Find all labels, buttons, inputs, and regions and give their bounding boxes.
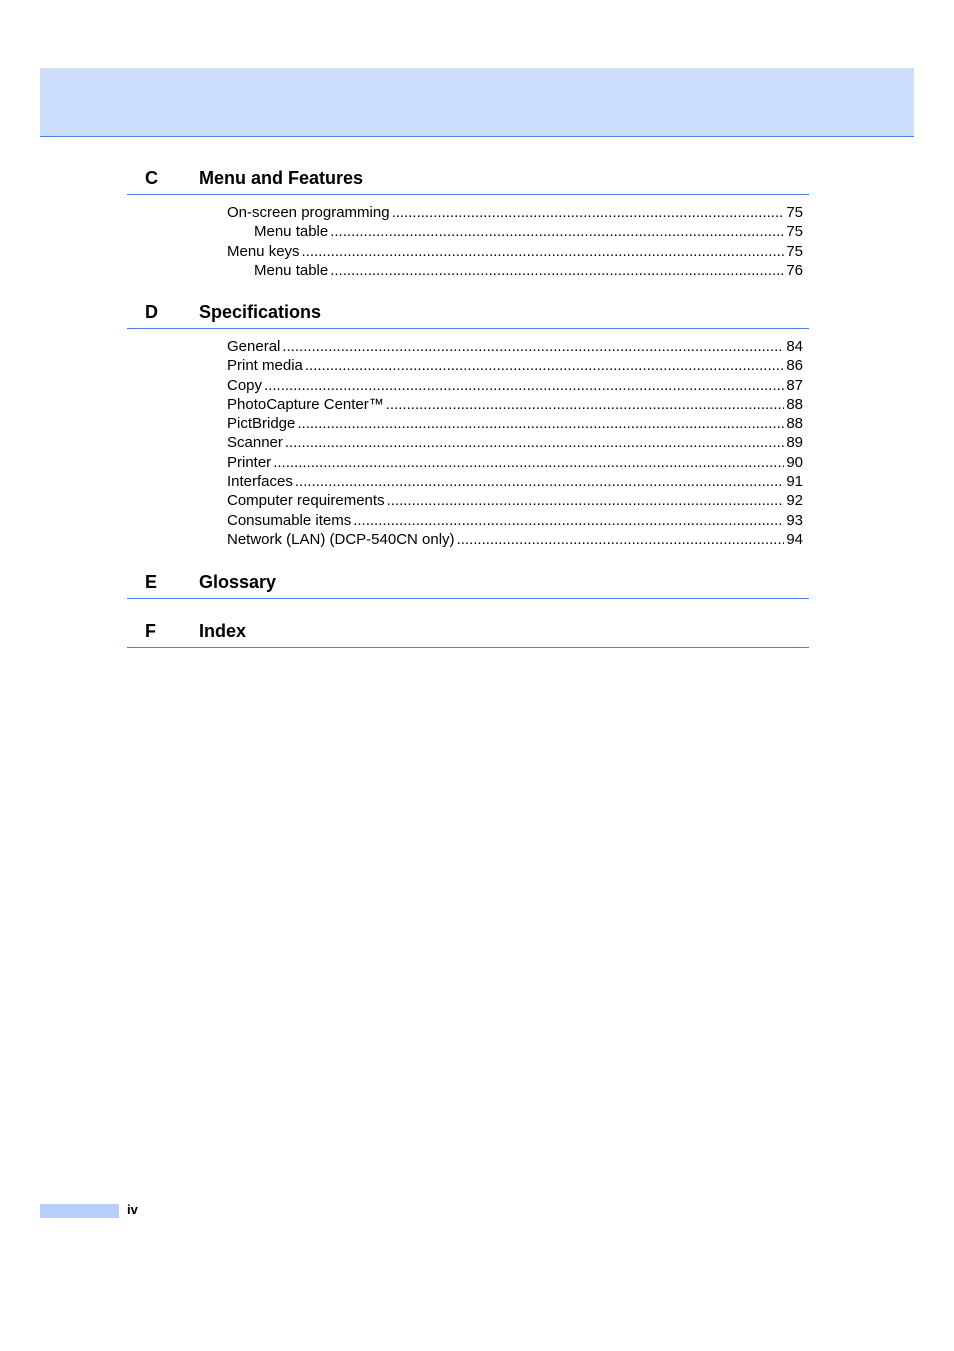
section-heading[interactable] [127,621,809,648]
section-title: Specifications [199,302,322,322]
toc-entry[interactable] [227,434,803,453]
toc-entry-label: Copy [227,376,263,394]
toc-entry-label: Menu table [254,261,329,279]
toc-entry[interactable] [227,204,803,223]
toc-entry-page: 86 [786,357,803,375]
toc-entry-page: 76 [786,261,803,279]
toc-entry-label: Menu keys [227,242,300,260]
toc-entry-label: Scanner [227,434,283,452]
dot-leader [330,262,784,279]
toc-entry-page: 92 [786,492,803,510]
dot-leader [302,243,785,260]
toc-entry[interactable] [227,377,803,396]
toc-entry[interactable] [227,338,803,357]
toc-entry-page: 87 [786,376,803,394]
header-band [40,68,914,137]
dot-leader [330,223,784,240]
dot-leader [386,396,785,413]
toc-entries [127,204,809,281]
dot-leader [285,434,784,451]
toc-entry-label: Network (LAN) (DCP-540CN only) [227,530,455,548]
toc-entry-label: PhotoCapture Center™ [227,395,384,413]
toc-entry-page: 75 [786,242,803,260]
toc-entry[interactable] [227,492,803,511]
toc-entry-page: 89 [786,434,803,452]
toc-entry[interactable] [227,243,803,262]
dot-leader [353,512,784,529]
toc-entry[interactable] [227,454,803,473]
toc-entry-page: 88 [786,395,803,413]
toc-subentry[interactable] [254,262,803,281]
toc-entry[interactable] [227,357,803,376]
toc-entry-page: 75 [786,204,803,221]
toc-entry-label: Menu table [254,223,329,241]
section-letter: C [145,168,158,188]
section-title: Glossary [199,572,277,592]
section-letter: E [145,572,158,592]
page-number: iv [127,1202,138,1217]
toc-entry[interactable] [227,473,803,492]
toc-section-d [127,302,809,550]
toc-entry-label: PictBridge [227,415,296,433]
dot-leader [387,492,785,509]
toc-entry[interactable] [227,415,803,434]
toc-entry-page: 75 [786,223,803,241]
toc-entry[interactable] [227,396,803,415]
toc-entry-label: Print media [227,357,303,375]
toc-section-f [127,621,809,648]
section-heading[interactable] [127,168,809,195]
toc-entry-page: 90 [786,453,803,471]
toc-section-c [127,168,809,281]
toc-entries [127,338,809,550]
toc-entry-label: Interfaces [227,473,293,491]
toc-entry-label: On-screen programming [227,204,390,221]
dot-leader [273,454,784,471]
footer-band [40,1204,119,1218]
toc-entry-label: Computer requirements [227,492,385,510]
section-heading[interactable] [127,302,809,329]
dot-leader [457,531,785,548]
dot-leader [297,415,784,432]
toc-section-e [127,572,809,599]
dot-leader [264,377,784,394]
toc-entry-page: 88 [786,415,803,433]
toc-entry-page: 93 [786,511,803,529]
toc-entry-page: 84 [786,338,803,355]
toc-entry-label: General [227,338,281,355]
section-letter: F [145,621,156,641]
toc-entry-label: Printer [227,453,272,471]
dot-leader [282,338,784,355]
dot-leader [295,473,784,490]
section-title: Menu and Features [199,168,364,188]
toc-entry[interactable] [227,512,803,531]
toc-subentry[interactable] [254,223,803,242]
toc-entry-page: 94 [786,530,803,548]
section-title: Index [199,621,247,641]
toc-entry[interactable] [227,531,803,550]
toc-entry-page: 91 [786,473,803,491]
section-heading[interactable] [127,572,809,599]
toc-entry-label: Consumable items [227,511,352,529]
dot-leader [392,204,785,221]
section-letter: D [145,302,158,322]
dot-leader [305,357,784,374]
